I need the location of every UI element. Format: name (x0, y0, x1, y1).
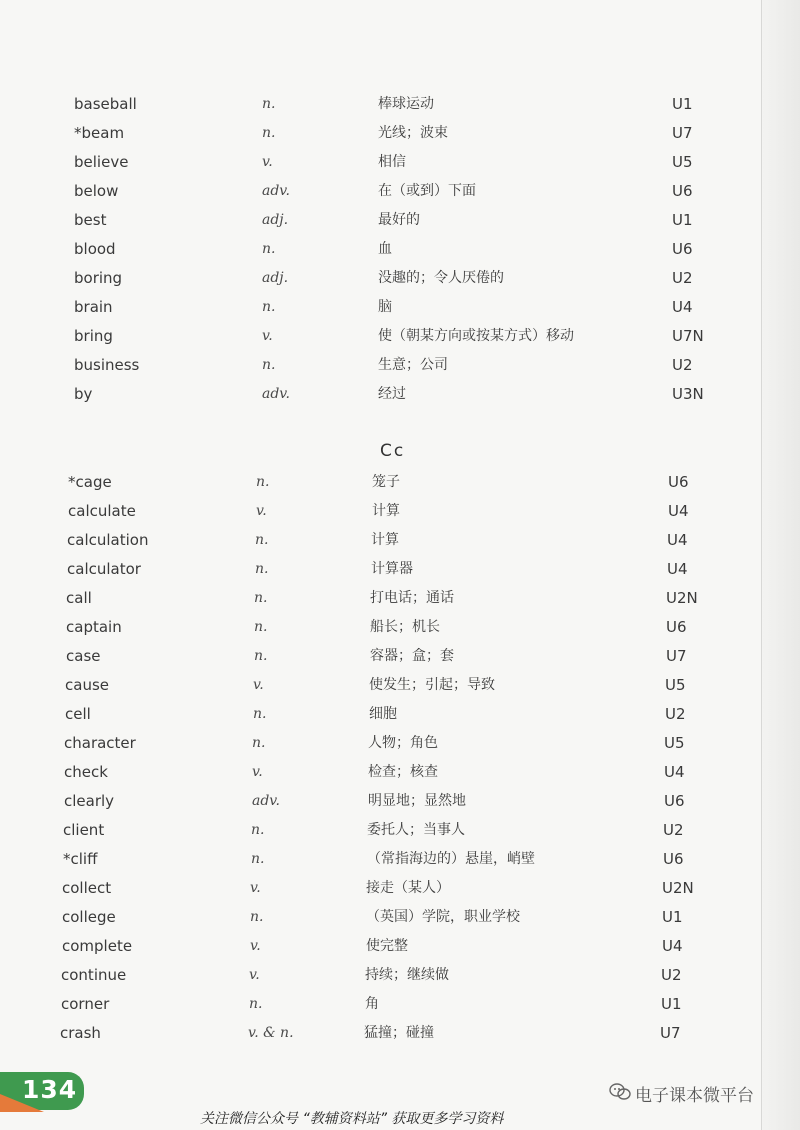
vocab-definition: 经过 (378, 386, 406, 402)
vocab-part-of-speech: adv. (262, 386, 291, 402)
vocab-part-of-speech: n. (252, 735, 266, 751)
vocab-entry (74, 236, 714, 262)
vocab-part-of-speech: n. (254, 590, 268, 606)
vocab-entry (74, 381, 714, 407)
vocab-definition: 船长；机长 (370, 619, 440, 635)
vocab-word: calculation (67, 531, 149, 549)
vocab-word: clearly (64, 792, 115, 810)
vocab-entry (66, 643, 706, 669)
vocab-word: boring (74, 269, 123, 287)
vocab-definition: 检查；核查 (368, 764, 438, 780)
vocab-definition: （常指海边的）悬崖，峭壁 (367, 851, 535, 867)
vocab-word: below (74, 182, 119, 200)
vocab-part-of-speech: n. (262, 96, 276, 112)
vocab-entry (74, 120, 714, 146)
vocab-entry (68, 469, 708, 495)
vocab-part-of-speech: v. (252, 764, 263, 780)
vocab-definition: 脑 (378, 299, 392, 315)
vocab-word: *cliff (63, 850, 98, 868)
vocab-unit: U7 (666, 647, 687, 665)
vocab-unit: U4 (672, 298, 693, 316)
page-number-badge (0, 1072, 84, 1112)
vocab-part-of-speech: v. & n. (248, 1025, 294, 1041)
vocab-entry (61, 962, 701, 988)
vocab-entry (66, 614, 706, 640)
vocab-unit: U5 (665, 676, 686, 694)
vocab-part-of-speech: v. (256, 503, 267, 519)
vocab-word: *cage (68, 473, 112, 491)
vocab-unit: U4 (662, 937, 683, 955)
vocab-entry (65, 701, 705, 727)
page-number: 134 (22, 1075, 78, 1104)
vocab-definition: 接走（某人） (366, 880, 450, 896)
vocab-word: believe (74, 153, 129, 171)
vocab-part-of-speech: n. (255, 561, 269, 577)
vocab-unit: U4 (664, 763, 685, 781)
vocab-word: cell (65, 705, 91, 723)
vocab-unit: U4 (667, 560, 688, 578)
vocab-definition: 计算 (372, 503, 400, 519)
vocab-part-of-speech: adj. (262, 270, 289, 286)
vocab-part-of-speech: n. (251, 822, 265, 838)
vocab-unit: U3N (672, 385, 704, 403)
vocab-unit: U6 (668, 473, 689, 491)
vocab-definition: 计算 (371, 532, 399, 548)
vocab-entry (62, 875, 702, 901)
vocab-definition: 使完整 (366, 938, 408, 954)
page-edge (761, 0, 800, 1130)
vocab-part-of-speech: n. (262, 299, 276, 315)
vocab-unit: U4 (668, 502, 689, 520)
vocab-unit: U2 (672, 356, 693, 374)
vocab-entry (74, 294, 714, 320)
vocab-word: collect (62, 879, 112, 897)
vocab-part-of-speech: adj. (262, 212, 289, 228)
vocab-unit: U6 (672, 240, 693, 258)
vocab-definition: 容器；盒；套 (370, 648, 454, 664)
vocab-definition: 细胞 (369, 706, 397, 722)
vocab-unit: U7 (672, 124, 693, 142)
vocab-word: captain (66, 618, 122, 636)
footer-note: 关注微信公众号 “教辅资料站” 获取更多学习资料 (200, 1111, 504, 1127)
vocab-part-of-speech: n. (249, 996, 263, 1012)
vocab-entry (61, 991, 701, 1017)
vocab-definition: 血 (378, 241, 392, 257)
vocab-entry (62, 904, 702, 930)
vocab-definition: 持续；继续做 (365, 967, 449, 983)
vocab-part-of-speech: n. (255, 532, 269, 548)
vocab-entry (74, 207, 714, 233)
vocab-entry (74, 352, 714, 378)
vocab-word: client (63, 821, 105, 839)
vocab-unit: U6 (663, 850, 684, 868)
vocab-entry (62, 933, 702, 959)
vocab-unit: U7 (660, 1024, 681, 1042)
vocab-word: baseball (74, 95, 137, 113)
vocab-entry (74, 323, 714, 349)
vocab-definition: 光线；波束 (378, 125, 448, 141)
vocab-definition: 明显地；显然地 (368, 793, 466, 809)
vocab-part-of-speech: n. (262, 357, 276, 373)
vocab-unit: U1 (672, 95, 693, 113)
vocab-word: crash (60, 1024, 101, 1042)
vocab-word: brain (74, 298, 113, 316)
vocab-unit: U2 (672, 269, 693, 287)
vocab-unit: U2 (661, 966, 682, 984)
vocab-part-of-speech: n. (251, 851, 265, 867)
vocab-entry (67, 556, 707, 582)
section-heading: Cc (380, 441, 406, 461)
vocab-definition: 没趣的；令人厌倦的 (378, 270, 504, 286)
watermark-text: 电子课本微平台 (635, 1086, 754, 1106)
vocab-part-of-speech: n. (253, 706, 267, 722)
vocab-unit: U6 (664, 792, 685, 810)
vocab-entry (67, 527, 707, 553)
vocab-unit: U2 (665, 705, 686, 723)
vocab-definition: （英国）学院，职业学校 (366, 909, 520, 925)
vocab-definition: 相信 (378, 154, 406, 170)
vocab-definition: 角 (365, 996, 379, 1012)
vocab-word: by (74, 385, 93, 403)
vocab-part-of-speech: v. (250, 938, 261, 954)
wechat-icon (609, 1082, 631, 1102)
vocab-definition: 使（朝某方向或按某方式）移动 (378, 328, 574, 344)
vocab-word: blood (74, 240, 116, 258)
vocab-word: college (62, 908, 116, 926)
vocab-entry (66, 585, 706, 611)
vocab-entry (74, 265, 714, 291)
vocab-entry (63, 817, 703, 843)
vocab-unit: U2 (663, 821, 684, 839)
vocab-unit: U7N (672, 327, 704, 345)
vocab-unit: U2N (666, 589, 698, 607)
vocab-word: *beam (74, 124, 125, 142)
vocab-part-of-speech: v. (249, 967, 260, 983)
vocab-entry (68, 498, 708, 524)
vocab-word: character (64, 734, 136, 752)
vocab-word: calculator (67, 560, 141, 578)
vocab-unit: U6 (666, 618, 687, 636)
vocab-part-of-speech: n. (262, 241, 276, 257)
vocab-definition: 生意；公司 (378, 357, 448, 373)
vocab-word: corner (61, 995, 110, 1013)
vocab-definition: 委托人；当事人 (367, 822, 465, 838)
vocab-definition: 棒球运动 (378, 96, 434, 112)
vocab-unit: U4 (667, 531, 688, 549)
vocab-part-of-speech: adv. (252, 793, 281, 809)
vocab-part-of-speech: n. (254, 648, 268, 664)
vocab-word: cause (65, 676, 109, 694)
vocab-part-of-speech: n. (262, 125, 276, 141)
vocab-definition: 使发生；引起；导致 (369, 677, 495, 693)
vocab-part-of-speech: v. (262, 154, 273, 170)
vocab-unit: U5 (664, 734, 685, 752)
vocab-entry (74, 178, 714, 204)
vocab-word: bring (74, 327, 113, 345)
vocab-unit: U2N (662, 879, 694, 897)
vocab-word: business (74, 356, 140, 374)
vocab-unit: U6 (672, 182, 693, 200)
vocab-part-of-speech: n. (254, 619, 268, 635)
vocab-word: complete (62, 937, 133, 955)
vocab-part-of-speech: adv. (262, 183, 291, 199)
vocab-entry (74, 91, 714, 117)
vocab-part-of-speech: v. (262, 328, 273, 344)
vocab-unit: U1 (661, 995, 682, 1013)
vocab-definition: 笼子 (372, 474, 400, 490)
vocab-entry (65, 672, 705, 698)
vocab-part-of-speech: n. (250, 909, 264, 925)
vocab-word: check (64, 763, 108, 781)
vocab-definition: 人物；角色 (368, 735, 438, 751)
vocab-entry (64, 759, 704, 785)
vocab-word: case (66, 647, 101, 665)
vocab-definition: 计算器 (371, 561, 413, 577)
vocab-entry (64, 788, 704, 814)
vocab-word: calculate (68, 502, 136, 520)
vocab-part-of-speech: v. (250, 880, 261, 896)
vocab-unit: U1 (662, 908, 683, 926)
vocab-entry (60, 1020, 700, 1046)
vocab-word: best (74, 211, 107, 229)
vocab-part-of-speech: n. (256, 474, 270, 490)
vocab-entry (64, 730, 704, 756)
vocab-word: continue (61, 966, 127, 984)
vocab-unit: U5 (672, 153, 693, 171)
vocab-entry (74, 149, 714, 175)
vocab-entry (63, 846, 703, 872)
vocab-definition: 打电话；通话 (370, 590, 454, 606)
vocab-part-of-speech: v. (253, 677, 264, 693)
vocab-word: call (66, 589, 92, 607)
vocab-unit: U1 (672, 211, 693, 229)
vocab-definition: 猛撞；碰撞 (364, 1025, 434, 1041)
vocab-definition: 在（或到）下面 (378, 183, 476, 199)
vocab-definition: 最好的 (378, 212, 420, 228)
